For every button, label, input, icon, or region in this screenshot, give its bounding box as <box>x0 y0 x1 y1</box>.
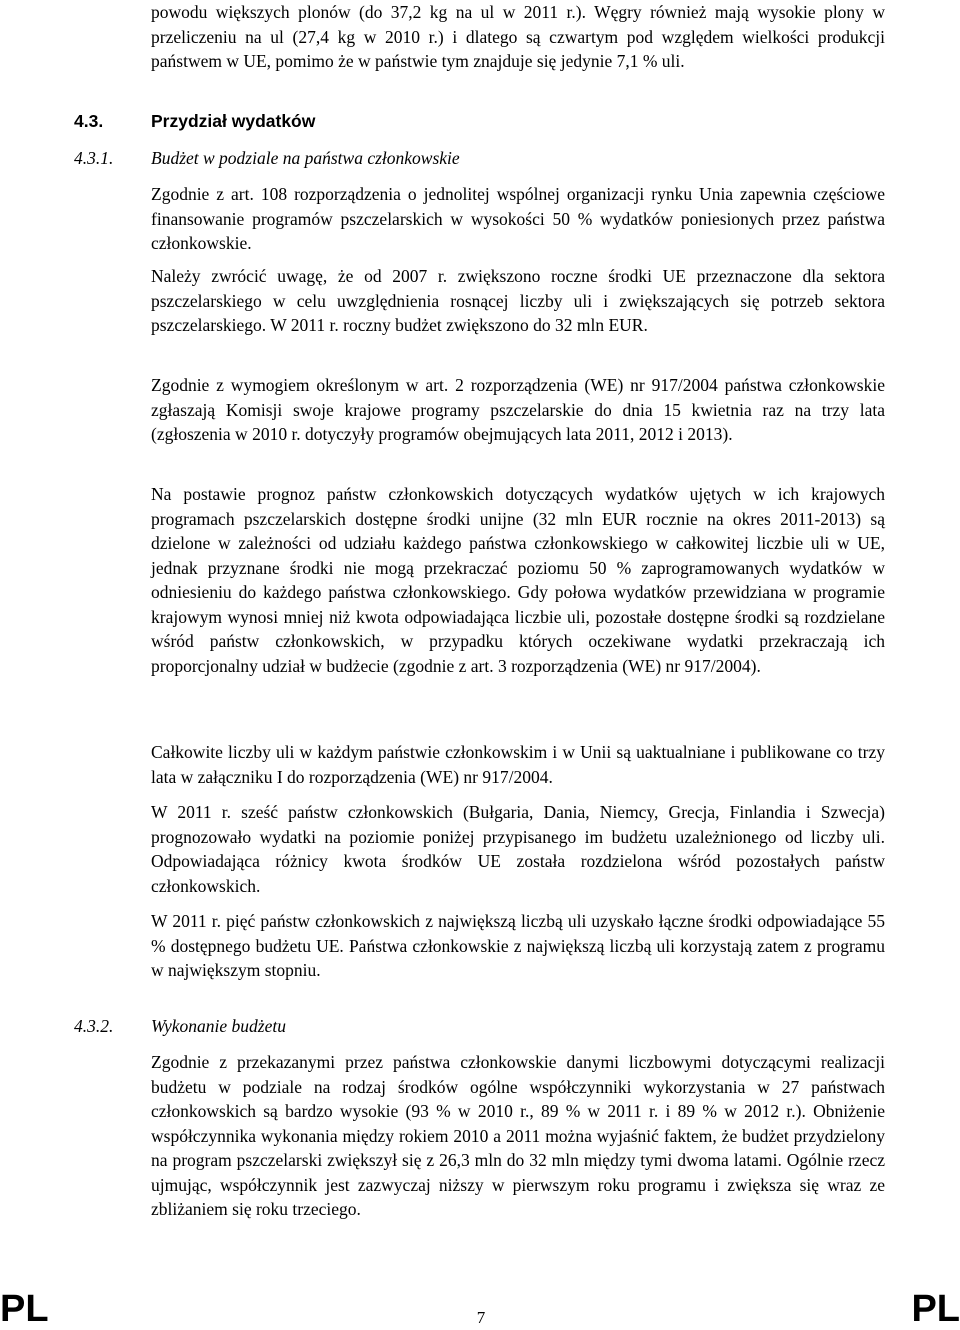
section-title-4-3-1: Budżet w podziale na państwa członkowskie <box>151 148 460 168</box>
section-number-4-3-2: 4.3.2. <box>74 1016 114 1036</box>
paragraph-hive-numbers: Całkowite liczby uli w każdym państwie członkowskim i w Unii są uaktualniane i publikowane co trzy lata w załączniku I do rozporządzenia (WE) nr 917/2004. <box>151 742 885 787</box>
paragraph-budget-increase: Należy zwrócić uwagę, że od 2007 r. zwiększono roczne środki UE przeznaczone dla sektora pszczelarskiego w celu uwzględnienia rosnącej liczby uli i zwiększających się potrzeb sektora pszczelarskiego. W 2011 r. roczny budżet zwiększono do 32 mln EUR. <box>151 266 885 335</box>
footer-language-left: PL <box>0 1288 49 1330</box>
page-number: 7 <box>476 1308 486 1327</box>
paragraph-allocation-method: Na postawie prognoz państw członkowskich dotyczących wydatków ujętych w ich krajowych programach pszczelarskich dostępne środki unijne (32 mln EUR rocznie na okres 2011-2013) są dzielone w zależności od udziału każdego państwa członkowskiego w całkowitej liczbie uli w UE, jednak przyznane środki nie mogą przekraczać poziomu 50 % zaprogramowanych wydatków w odniesieniu do każdego państwa członkowskiego. Gdy połowa wydatków przewidziana w programie krajowym wynosi mniej niż kwota odpowiadająca liczbie uli, pozostałe dostępne środki są rozdzielane wśród państw członkowskich, w przypadku których oczekiwane wydatki przekraczają ich proporcjonalny udział w budżecie (zgodnie z art. 3 rozporządzenia (WE) nr 917/2004). <box>151 484 885 676</box>
section-title-4-3-2: Wykonanie budżetu <box>151 1016 286 1036</box>
paragraph-six-states: W 2011 r. sześć państw członkowskich (Bułgaria, Dania, Niemcy, Grecja, Finlandia i Szwecja) prognozowało wydatki na poziomie poniżej przypisanego im budżetu uzależnionego od liczby uli. Odpowiadająca różnicy kwota środków UE została rozdzielona wśród pozostałych państw członkowskich. <box>151 802 885 896</box>
section-number-4-3-1: 4.3.1. <box>74 148 114 168</box>
paragraph-budget-execution: Zgodnie z przekazanymi przez państwa członkowskie danymi liczbowymi dotyczącymi realizacji budżetu w podziale na rodzaj środków ogólne współczynniki wykorzystania w 27 państwach członkowskich są bardzo wysokie (93 % w 2010 r., 89 % w 2011 r. i 89 % w 2012 r.). Obniżenie współczynnika wykonania między rokiem 2010 a 2011 można wyjaśnić faktem, że budżet przydzielony na program pszczelarski zwiększył się z 26,3 mln do 32 mln między tymi dwoma latami. Ogólnie rzecz ujmując, współczynnik jest zazwyczaj niższy w pierwszym roku programu i zwiększa się wraz ze zbliżaniem się roku trzeciego. <box>151 1052 885 1219</box>
footer-language-right: PL <box>911 1288 960 1330</box>
paragraph-five-states: W 2011 r. pięć państw członkowskich z największą liczbą uli uzyskało łączne środki odpowiadające 55 % dostępnego budżetu UE. Państwa członkowskie z największą liczbą uli korzystają zatem z programu w największym stopniu. <box>151 911 885 980</box>
section-title-4-3: Przydział wydatków <box>151 111 316 131</box>
section-number-4-3: 4.3. <box>74 111 104 131</box>
paragraph-continued: powodu większych plonów (do 37,2 kg na ul w 2011 r.). Węgry również mają wysokie plony w przeliczeniu na ul (27,4 kg w 2010 r.) i dlatego są czwartym pod względem wielkości produkcji państwem w UE, pomimo że w państwie tym znajduje się jedynie 7,1 % uli. <box>151 2 885 71</box>
paragraph-art-108: Zgodnie z art. 108 rozporządzenia o jednolitej wspólnej organizacji rynku Unia zapewnia częściowe finansowanie programów pszczelarskich w wysokości 50 % wydatków poniesionych przez państwa członkowskie. <box>151 184 885 253</box>
paragraph-national-programmes: Zgodnie z wymogiem określonym w art. 2 rozporządzenia (WE) nr 917/2004 państwa członkowskie zgłaszają Komisji swoje krajowe programy pszczelarskie do dnia 15 kwietnia raz na trzy lata (zgłoszenia w 2010 r. dotyczyły programów obejmujących lata 2011, 2012 i 2013). <box>151 375 885 444</box>
